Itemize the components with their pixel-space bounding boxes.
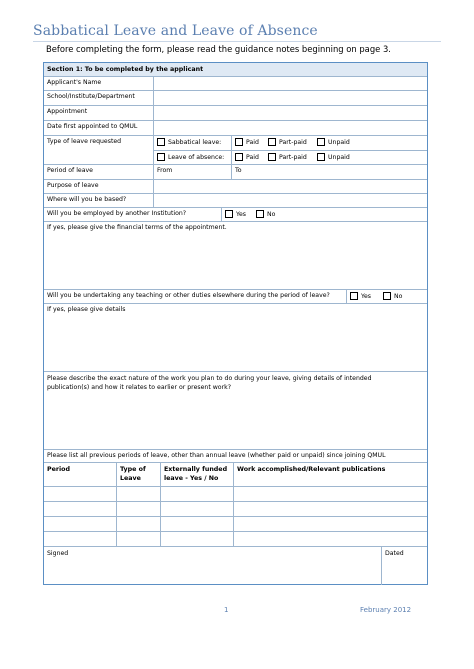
sabbatical-part-paid-label: Part-paid <box>279 138 307 146</box>
row-teaching <box>44 290 427 304</box>
section-1-header <box>44 63 427 77</box>
absence-part-paid-checkbox[interactable] <box>268 153 276 161</box>
table-cell-work[interactable] <box>233 532 427 546</box>
col-funded-label-1: Externally funded <box>164 466 228 473</box>
table-cell-work[interactable] <box>233 517 427 531</box>
period-label: Period of leave <box>47 167 93 174</box>
page-number: 1 <box>224 606 229 614</box>
previous-leave-table-header <box>44 463 427 487</box>
table-cell-type[interactable] <box>116 502 160 516</box>
col-work-header <box>233 463 427 486</box>
sabbatical-unpaid-checkbox[interactable] <box>317 138 325 146</box>
table-cell-funded[interactable] <box>160 532 233 546</box>
teaching-no-label: No <box>394 292 403 300</box>
purpose-field[interactable] <box>153 180 427 193</box>
col-type-header <box>116 463 160 486</box>
sabbatical-label: Sabbatical leave: <box>168 138 222 146</box>
row-leave-type <box>44 136 427 165</box>
applicant-name-field[interactable] <box>153 77 427 90</box>
teaching-no-option[interactable] <box>383 292 402 300</box>
where-label: Where will you be based? <box>47 196 127 203</box>
where-field[interactable] <box>153 194 427 207</box>
leave-type-subdivider <box>231 136 232 164</box>
col-period-label: Period <box>47 466 70 473</box>
appointment-field[interactable] <box>153 106 427 120</box>
table-cell-type[interactable] <box>116 532 160 546</box>
row-period <box>44 165 427 180</box>
table-cell-period[interactable] <box>44 502 116 516</box>
sabbatical-unpaid-label: Unpaid <box>328 138 350 146</box>
table-row <box>44 502 427 517</box>
table-cell-work[interactable] <box>233 487 427 501</box>
employed-yes-label: Yes <box>236 210 246 218</box>
signed-label: Signed <box>47 550 69 557</box>
absence-unpaid-checkbox[interactable] <box>317 153 325 161</box>
teaching-yes-checkbox[interactable] <box>350 292 358 300</box>
work-description-line-2: publication(s) and how it relates to earlier or present work? <box>47 384 231 391</box>
date-first-field[interactable] <box>153 121 427 135</box>
sabbatical-unpaid-option[interactable] <box>317 138 350 146</box>
employed-no-checkbox[interactable] <box>256 210 264 218</box>
period-from-label: From <box>157 167 173 174</box>
teaching-question: Will you be undertaking any teaching or other duties elsewhere during the period of leave? <box>47 292 330 299</box>
title-divider <box>33 41 441 42</box>
row-date-first <box>44 121 427 136</box>
employed-options <box>221 208 427 221</box>
col-work-label: Work accomplished/Relevant publications <box>237 466 386 473</box>
absence-checkbox[interactable] <box>157 153 165 161</box>
table-row <box>44 517 427 532</box>
absence-label: Leave of absence: <box>168 153 225 161</box>
period-from-field[interactable] <box>153 165 231 179</box>
school-label: School/Institute/Department <box>47 93 135 100</box>
table-cell-funded[interactable] <box>160 517 233 531</box>
table-cell-type[interactable] <box>116 487 160 501</box>
leave-type-divider <box>154 150 427 151</box>
row-school <box>44 91 427 106</box>
row-employed <box>44 208 427 222</box>
table-row <box>44 532 427 547</box>
absence-option[interactable] <box>157 153 224 161</box>
signed-field[interactable] <box>44 547 381 585</box>
sabbatical-checkbox[interactable] <box>157 138 165 146</box>
form-title: Sabbatical Leave and Leave of Absence <box>33 23 318 39</box>
table-cell-funded[interactable] <box>160 502 233 516</box>
dated-field[interactable] <box>381 547 427 585</box>
dated-label: Dated <box>385 550 404 557</box>
sabbatical-part-paid-checkbox[interactable] <box>268 138 276 146</box>
sabbatical-part-paid-option[interactable] <box>268 138 307 146</box>
employed-no-label: No <box>267 210 276 218</box>
table-row <box>44 487 427 502</box>
absence-part-paid-label: Part-paid <box>279 153 307 161</box>
col-type-label-2: Leave <box>120 475 141 482</box>
employed-yes-option[interactable] <box>225 210 246 218</box>
employed-yes-checkbox[interactable] <box>225 210 233 218</box>
teaching-no-checkbox[interactable] <box>383 292 391 300</box>
table-cell-period[interactable] <box>44 487 116 501</box>
absence-paid-option[interactable] <box>235 153 259 161</box>
teaching-details-label: If yes, please give details <box>47 306 126 313</box>
row-where <box>44 194 427 208</box>
col-type-label-1: Type of <box>120 466 146 473</box>
sabbatical-paid-label: Paid <box>246 138 259 146</box>
row-applicant-name <box>44 77 427 91</box>
table-cell-period[interactable] <box>44 517 116 531</box>
teaching-options <box>346 290 427 303</box>
period-to-field[interactable] <box>231 165 427 179</box>
school-field[interactable] <box>153 91 427 105</box>
table-cell-period[interactable] <box>44 532 116 546</box>
employed-question: Will you be employed by another Institution? <box>47 210 187 217</box>
row-appointment <box>44 106 427 121</box>
leave-type-label: Type of leave requested <box>47 138 122 145</box>
work-description-field[interactable] <box>44 372 427 450</box>
absence-paid-label: Paid <box>246 153 259 161</box>
row-signature <box>44 547 427 585</box>
col-funded-label-2: leave - Yes / No <box>164 475 219 482</box>
employed-no-option[interactable] <box>256 210 275 218</box>
purpose-label: Purpose of leave <box>47 182 99 189</box>
applicant-name-label: Applicant's Name <box>47 79 102 86</box>
absence-unpaid-label: Unpaid <box>328 153 350 161</box>
teaching-details-field[interactable] <box>44 304 427 372</box>
absence-part-paid-option[interactable] <box>268 153 307 161</box>
col-period-header <box>44 463 116 486</box>
footer-date: February 2012 <box>360 606 412 614</box>
leave-type-options <box>153 136 427 164</box>
table-cell-funded[interactable] <box>160 487 233 501</box>
teaching-yes-option[interactable] <box>350 292 371 300</box>
date-first-label: Date first appointed to QMUL <box>47 123 138 130</box>
financial-terms-label: If yes, please give the financial terms of the appointment. <box>47 224 227 231</box>
section-1-form <box>43 62 428 585</box>
intro-text: Before completing the form, please read the guidance notes beginning on page 3. <box>46 44 391 54</box>
appointment-label: Appointment <box>47 108 88 115</box>
col-funded-header <box>160 463 233 486</box>
teaching-yes-label: Yes <box>361 292 371 300</box>
table-cell-work[interactable] <box>233 502 427 516</box>
financial-terms-field[interactable] <box>44 222 427 290</box>
work-description-line-1: Please describe the exact nature of the work you plan to do during your leave, giving details of intended <box>47 375 372 382</box>
table-cell-type[interactable] <box>116 517 160 531</box>
row-purpose <box>44 180 427 194</box>
previous-leave-label: Please list all previous periods of leave, other than annual leave (whether paid or unpaid) since joining QMUL <box>47 452 386 459</box>
sabbatical-paid-option[interactable] <box>235 138 259 146</box>
sabbatical-option[interactable] <box>157 138 221 146</box>
absence-unpaid-option[interactable] <box>317 153 350 161</box>
section-1-header-label: Section 1: To be completed by the applicant <box>47 66 204 73</box>
absence-paid-checkbox[interactable] <box>235 153 243 161</box>
period-to-label: To <box>235 167 242 174</box>
row-previous-leave <box>44 450 427 463</box>
sabbatical-paid-checkbox[interactable] <box>235 138 243 146</box>
